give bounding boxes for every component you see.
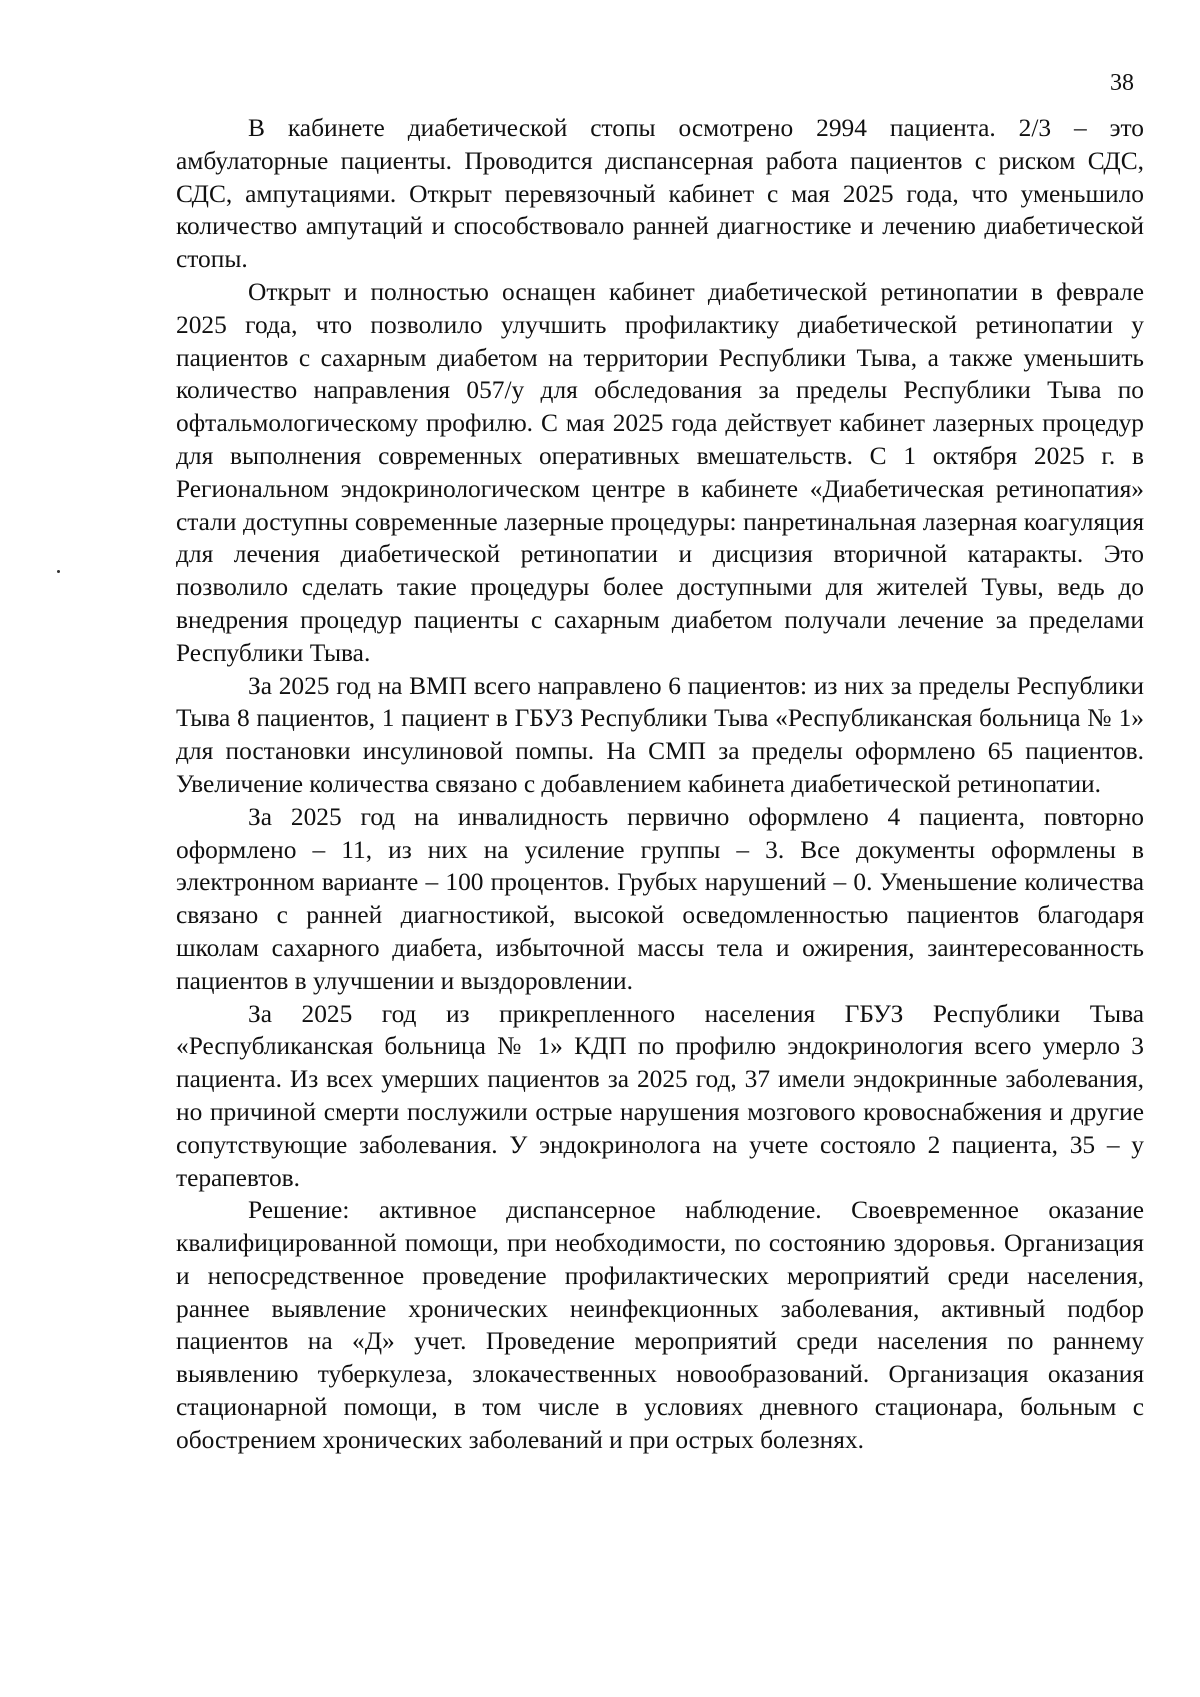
paragraph-decision: Решение: активное диспансерное наблюдение. Своевременное оказание квалифицированной помощи, при необходимости, по состоянию здоровья. Организация и непосредственное проведение профилактических мероприятий среди населения, раннее выявление хронических неинфекционных заболевания, активный подбор пациентов на «Д» учет. Проведение мероприятий среди населения по раннему выявлению туберкулеза, злокачественных новообразований. Организация оказания стационарной помощи, в том числе в условиях дневного стационара, больным с обострением хронических заболеваний и при острых болезнях. (176, 1196, 1144, 1454)
paragraph-diabetic-foot: В кабинете диабетической стопы осмотрено 2994 пациента. 2/3 – это амбулаторные пациенты. Проводится диспансерная работа пациентов с риском СДС, СДС, ампутациями. Открыт перевязочный кабинет с мая 2025 года, что уменьшило количество ампутаций и способствовало ранней диагностике и лечению диабетической стопы. (176, 114, 1144, 274)
paragraph-diabetic-retinopathy: Открыт и полностью оснащен кабинет диабетической ретинопатии в феврале 2025 года, что позволило улучшить профилактику диабетической ретинопатии у пациентов с сахарным диабетом на территории Республики Тыва, а также уменьшить количество направления 057/у для обследования за пределы Республики Тыва по офтальмологическому профилю. С мая 2025 года действует кабинет лазерных процедур для выполнения современных оперативных вмешательств. С 1 октября 2025 г. в Региональном эндокринологическом центре в кабинете «Диабетическая ретинопатия» стали доступны современные лазерные процедуры: панретинальная лазерная коагуляция для лечения диабетической ретинопатии и дисцизия вторичной катаракты. Это позволило сделать такие процедуры более доступными для жителей Тувы, ведь до внедрения процедур пациенты с сахарным диабетом получали лечение за пределами Республики Тыва. (176, 277, 1144, 667)
paragraph-disability: За 2025 год на инвалидность первично оформлено 4 пациента, повторно оформлено – 11, из них на усиление группы – 3. Все документы оформлены в электронном варианте – 100 процентов. Грубых нарушений – 0. Уменьшение количества связано с ранней диагностикой, высокой осведомленностью пациентов благодаря школам сахарного диабета, избыточной массы тела и ожирения, заинтересованность пациентов в улучшении и выздоровлении. (176, 802, 1144, 995)
page-number: 38 (1110, 70, 1134, 96)
scan-speck (57, 570, 60, 573)
document-body (176, 112, 1144, 1457)
paragraph-high-tech-care: За 2025 год на ВМП всего направлено 6 пациентов: из них за пределы Республики Тыва 8 пациентов, 1 пациент в ГБУЗ Республики Тыва «Республиканская больница № 1» для постановки инсулиновой помпы. На СМП за пределы оформлено 65 пациентов. Увеличение количества связано с добавлением кабинета диабетической ретинопатии. (176, 671, 1144, 798)
paragraph-mortality: За 2025 год из прикрепленного населения ГБУЗ Республики Тыва «Республиканская больница № 1» КДП по профилю эндокринология всего умерло 3 пациента. Из всех умерших пациентов за 2025 год, 37 имели эндокринные заболевания, но причиной смерти послужили острые нарушения мозгового кровоснабжения и другие сопутствующие заболевания. У эндокринолога на учете состояло 2 пациента, 35 – у терапевтов. (176, 999, 1144, 1192)
